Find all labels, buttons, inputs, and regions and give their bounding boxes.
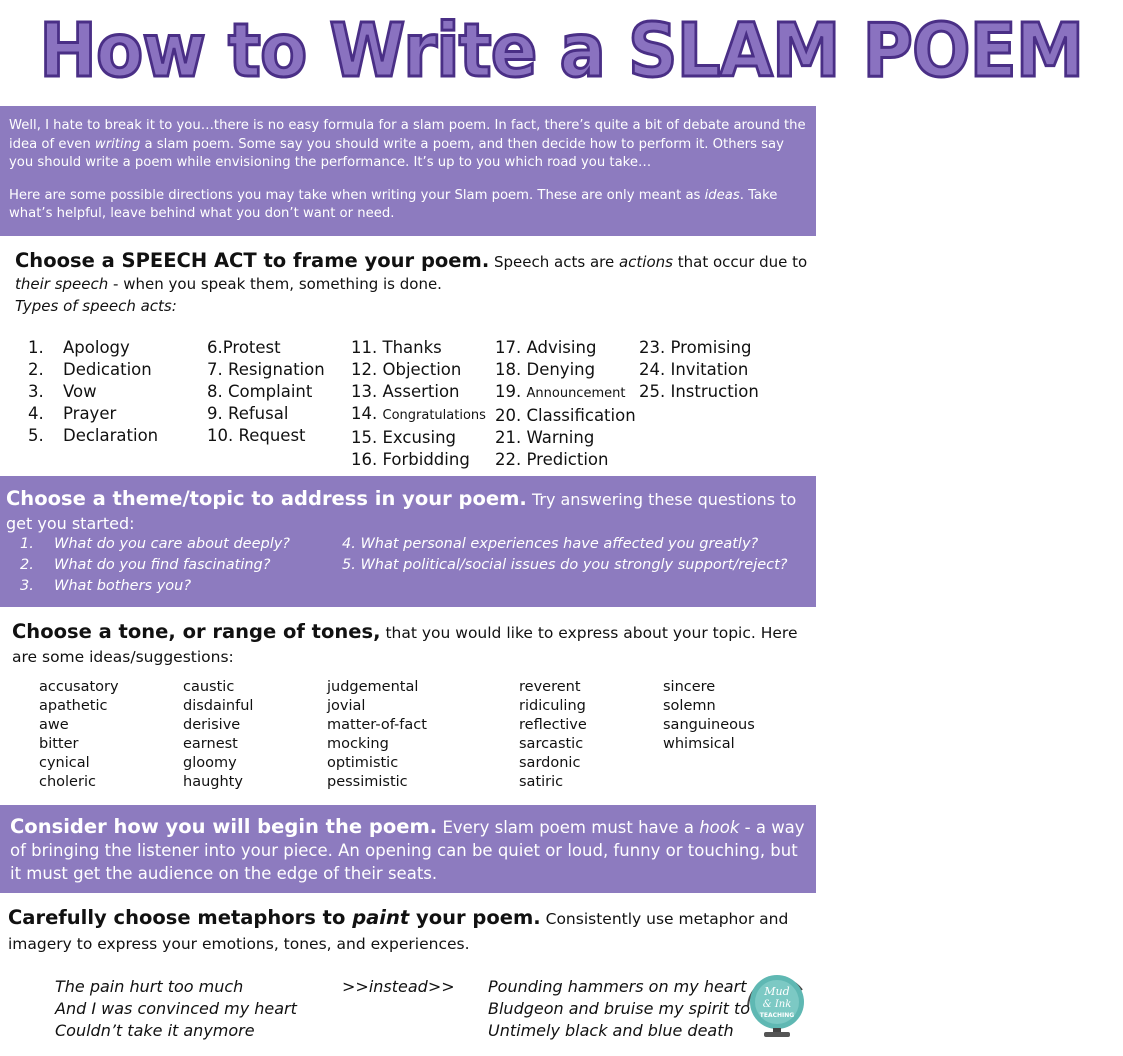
list-item: bitter bbox=[39, 736, 79, 752]
speech-act-types-label: Types of speech acts: bbox=[15, 297, 177, 315]
list-item: whimsical bbox=[663, 736, 735, 752]
metaphor-heading-b: your poem. bbox=[409, 906, 541, 929]
speech-act-heading: Choose a SPEECH ACT to frame your poem. bbox=[15, 249, 490, 272]
list-item: mocking bbox=[327, 736, 389, 752]
item-num: 1. bbox=[28, 338, 44, 357]
speech-col-1 bbox=[28, 337, 158, 447]
item-text: Apology bbox=[63, 338, 130, 357]
list-item bbox=[28, 403, 158, 425]
list-item: cynical bbox=[39, 755, 90, 771]
list-item: disdainful bbox=[183, 698, 254, 714]
item-num: 4. bbox=[28, 404, 44, 423]
list-item: pessimistic bbox=[327, 774, 408, 790]
intro-p1-a: Well, I hate to break it to you…there is no easy formula for a slam poem. In fact, there’s quite a bit of debate around the idea of even bbox=[9, 118, 806, 152]
intro-band bbox=[0, 106, 816, 236]
list-item: earnest bbox=[183, 736, 238, 752]
poem-line: Bludgeon and bruise my spirit to bbox=[488, 999, 751, 1018]
begin-band bbox=[0, 805, 816, 893]
list-item: 11. Thanks bbox=[351, 338, 442, 357]
list-item: 22. Prediction bbox=[495, 450, 609, 469]
metaphor-heading-em: paint bbox=[352, 906, 410, 929]
metaphor-desc: Consistently use metaphor and imagery to express your emotions, tones, and experiences. bbox=[8, 910, 789, 953]
list-item: 13. Assertion bbox=[351, 382, 460, 401]
theme-questions-right bbox=[342, 534, 788, 576]
globe-icon bbox=[740, 966, 810, 1038]
speech-col-2 bbox=[207, 337, 325, 447]
list-item: 6.Protest bbox=[207, 338, 281, 357]
list-item: 4. What personal experiences have affected you greatly? bbox=[342, 536, 759, 552]
logo-line-2: & Ink bbox=[762, 999, 792, 1010]
poem-line: The pain hurt too much bbox=[55, 977, 244, 996]
begin-heading: Consider how you will begin the poem. bbox=[10, 815, 438, 838]
list-item bbox=[28, 337, 158, 359]
list-item: choleric bbox=[39, 774, 96, 790]
list-item: reflective bbox=[519, 717, 587, 733]
list-item: 5. What political/social issues do you strongly support/reject? bbox=[342, 557, 788, 573]
speech-act-desc-em1: actions bbox=[618, 253, 673, 271]
tone-section bbox=[12, 620, 802, 669]
mud-and-ink-logo bbox=[740, 966, 810, 1038]
item-text: What do you find fascinating? bbox=[54, 557, 271, 573]
item-num: 2. bbox=[20, 557, 34, 573]
list-item: sardonic bbox=[519, 755, 581, 771]
list-item: accusatory bbox=[39, 679, 119, 695]
list-item: sanguineous bbox=[663, 717, 755, 733]
theme-desc: Try answering these questions to get you started: bbox=[6, 490, 797, 533]
logo-line-3: TEACHING bbox=[759, 1012, 795, 1019]
tone-col-4 bbox=[519, 678, 587, 792]
theme-heading: Choose a theme/topic to address in your poem. bbox=[6, 487, 527, 510]
list-item: solemn bbox=[663, 698, 716, 714]
tone-col-5 bbox=[663, 678, 755, 754]
list-item: 24. Invitation bbox=[639, 360, 749, 379]
intro-p2-em: ideas bbox=[704, 187, 740, 203]
list-item bbox=[351, 403, 486, 427]
metaphor-heading-a: Carefully choose metaphors to bbox=[8, 906, 353, 929]
poem-line: Untimely black and blue death bbox=[488, 1021, 734, 1040]
metaphor-before bbox=[55, 976, 297, 1042]
item-num: 2. bbox=[28, 360, 44, 379]
list-item: satiric bbox=[519, 774, 564, 790]
item-num: 5. bbox=[28, 426, 44, 445]
list-item bbox=[28, 381, 158, 403]
list-item: matter-of-fact bbox=[327, 717, 427, 733]
intro-paragraph-1 bbox=[9, 117, 806, 173]
list-item: 15. Excusing bbox=[351, 428, 457, 447]
theme-questions-left bbox=[20, 534, 290, 597]
poem-line: Pounding hammers on my heart bbox=[488, 977, 747, 996]
poem-line: Couldn’t take it anymore bbox=[55, 1021, 255, 1040]
speech-act-desc-c: - when you speak them, something is done. bbox=[108, 275, 442, 293]
item-num: 3. bbox=[20, 578, 34, 594]
item-num: 14. bbox=[351, 404, 383, 423]
speech-act-desc-em2: their speech bbox=[15, 275, 109, 293]
speech-act-desc-a: Speech acts are bbox=[489, 253, 619, 271]
list-item: 20. Classification bbox=[495, 406, 636, 425]
tone-desc: that you would like to express about your topic. Here are some ideas/suggestions: bbox=[12, 624, 798, 666]
list-item: 8. Complaint bbox=[207, 382, 313, 401]
item-text: What do you care about deeply? bbox=[54, 536, 290, 552]
intro-paragraph-2 bbox=[9, 187, 806, 224]
list-item bbox=[20, 576, 290, 597]
speech-col-3 bbox=[351, 337, 486, 471]
list-item bbox=[20, 534, 290, 555]
speech-act-section bbox=[15, 250, 815, 317]
speech-col-4 bbox=[495, 337, 636, 471]
list-item bbox=[495, 381, 636, 405]
list-item: judgemental bbox=[327, 679, 419, 695]
page-title bbox=[0, 0, 1084, 102]
list-item bbox=[28, 359, 158, 381]
item-text-small: Announcement bbox=[526, 386, 626, 401]
list-item: 12. Objection bbox=[351, 360, 462, 379]
metaphor-instead: >>instead>> bbox=[342, 977, 455, 996]
list-item: 23. Promising bbox=[639, 338, 752, 357]
intro-p2-a: Here are some possible directions you may take when writing your Slam poem. These are only meant as bbox=[9, 187, 705, 203]
tone-col-1 bbox=[39, 678, 119, 792]
speech-col-5 bbox=[639, 337, 759, 403]
list-item: jovial bbox=[327, 698, 366, 714]
item-num: 19. bbox=[495, 382, 527, 401]
list-item: sarcastic bbox=[519, 736, 584, 752]
begin-desc-em: hook bbox=[699, 818, 740, 837]
tone-col-3 bbox=[327, 678, 427, 792]
speech-act-desc-b: that occur due to bbox=[672, 253, 808, 271]
item-text-small: Congratulations bbox=[382, 408, 486, 423]
list-item: reverent bbox=[519, 679, 581, 695]
list-item bbox=[20, 555, 290, 576]
item-text: Declaration bbox=[63, 426, 159, 445]
poem-line: And I was convinced my heart bbox=[55, 999, 297, 1018]
list-item: caustic bbox=[183, 679, 235, 695]
list-item: 17. Advising bbox=[495, 338, 597, 357]
intro-p1-b: a slam poem. Some say you should write a poem, and then decide how to perform it. Others say you should write a poem while envisioning the performance. It’s up to you which road you take… bbox=[9, 136, 784, 170]
list-item: 21. Warning bbox=[495, 428, 595, 447]
list-item: haughty bbox=[183, 774, 243, 790]
list-item: 18. Denying bbox=[495, 360, 596, 379]
list-item bbox=[28, 425, 158, 447]
list-item: 9. Refusal bbox=[207, 404, 289, 423]
title-text: How to Write a SLAM POEM bbox=[39, 8, 1084, 94]
list-item: awe bbox=[39, 717, 69, 733]
intro-p2-b: . Take what’s helpful, leave behind what you don’t want or need. bbox=[9, 187, 778, 221]
list-item: derisive bbox=[183, 717, 241, 733]
item-text: What bothers you? bbox=[54, 578, 192, 594]
list-item: gloomy bbox=[183, 755, 237, 771]
item-text: Vow bbox=[63, 382, 97, 401]
list-item: 16. Forbidding bbox=[351, 450, 470, 469]
list-item: ridiculing bbox=[519, 698, 586, 714]
begin-desc-a: Every slam poem must have a bbox=[437, 818, 700, 837]
list-item: optimistic bbox=[327, 755, 399, 771]
list-item: 25. Instruction bbox=[639, 382, 759, 401]
item-num: 1. bbox=[20, 536, 34, 552]
item-text: Prayer bbox=[63, 404, 117, 423]
intro-p1-em: writing bbox=[94, 136, 141, 152]
metaphor-section bbox=[8, 905, 798, 957]
metaphor-after bbox=[488, 976, 750, 1042]
tone-col-2 bbox=[183, 678, 253, 792]
item-num: 3. bbox=[28, 382, 44, 401]
item-text: Dedication bbox=[63, 360, 152, 379]
list-item: 10. Request bbox=[207, 426, 306, 445]
list-item: 7. Resignation bbox=[207, 360, 325, 379]
logo-line-1: Mud bbox=[764, 985, 790, 998]
list-item: apathetic bbox=[39, 698, 108, 714]
begin-desc-b: - a way of bringing the listener into your piece. An opening can be quiet or loud, funny or touching, but it must get the audience on the edge of their seats. bbox=[10, 818, 805, 883]
list-item: sincere bbox=[663, 679, 716, 695]
tone-heading: Choose a tone, or range of tones, bbox=[12, 620, 381, 643]
